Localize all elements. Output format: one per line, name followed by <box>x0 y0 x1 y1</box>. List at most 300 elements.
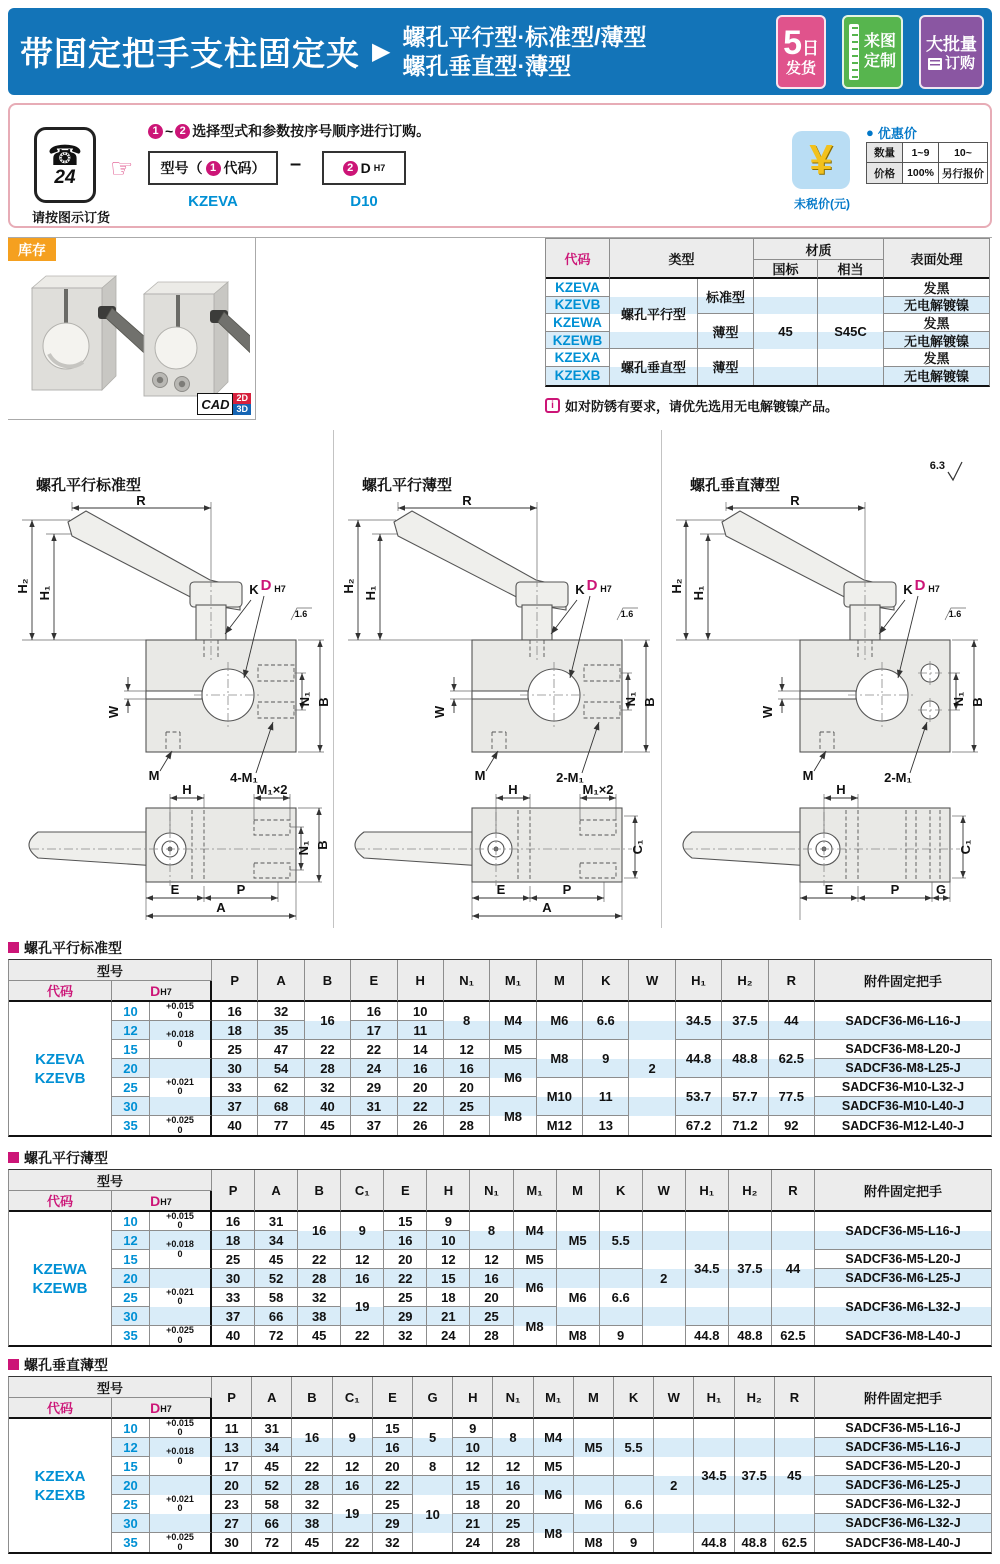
spec-cell: 22 <box>341 1326 384 1345</box>
spec-cell: 29 <box>373 1514 413 1533</box>
attach-handle-code: SADCF36-M12-L40-J <box>841 1118 965 1133</box>
d-value[interactable]: 25 <box>112 1078 150 1097</box>
spec-cell: 16 <box>384 1231 427 1250</box>
spec-cell: 6.6 <box>614 1476 654 1533</box>
col-header-H: H <box>453 1377 493 1419</box>
d-value[interactable]: 20 <box>112 1059 150 1078</box>
code-link[interactable]: KZEXB <box>546 367 610 385</box>
rust-note <box>545 396 838 415</box>
spec-cell: 18 <box>212 1021 258 1040</box>
svg-text:H₂: H₂ <box>341 578 356 594</box>
spec-cell: 62.5 <box>775 1533 815 1552</box>
svg-text:K: K <box>903 582 913 597</box>
section-square-icon <box>8 942 19 953</box>
price-qty-header: 数量 <box>867 143 903 163</box>
spec-cell: 44.8 <box>694 1533 734 1552</box>
svg-text:1.6: 1.6 <box>620 609 634 619</box>
attach-handle-code: SADCF36-M8-L20-J <box>815 1040 991 1059</box>
badge-ship-number: 5 <box>783 23 802 62</box>
spec-cell: 72 <box>255 1326 298 1345</box>
svg-text:P: P <box>236 882 246 897</box>
spec-cell: 2 <box>643 1212 686 1345</box>
svg-text:A: A <box>542 900 552 915</box>
spec-cell: 25 <box>384 1288 427 1307</box>
step-1-badge: 1 <box>148 124 163 139</box>
d-label: D <box>150 982 161 999</box>
svg-text:H: H <box>508 782 518 797</box>
spec-cell: M6 <box>534 1476 574 1514</box>
d-value[interactable]: 10 <box>112 1002 150 1021</box>
svg-text:H₁: H₁ <box>363 585 378 601</box>
spec-cell: 18 <box>212 1231 255 1250</box>
svg-text:A: A <box>216 900 226 915</box>
code-link[interactable]: KZEWA <box>546 314 610 332</box>
col-header-K: K <box>583 960 629 1002</box>
svg-text:E: E <box>824 882 834 897</box>
spec-cell: 44 <box>772 1212 815 1326</box>
spec-cell: 30 <box>212 1269 255 1288</box>
spec-cell: M12 <box>537 1116 583 1135</box>
spec-cell: 31 <box>351 1097 397 1116</box>
col-header-d <box>112 1398 212 1419</box>
spec-cell: 16 <box>373 1438 413 1457</box>
section-title-text: 螺孔平行标准型 <box>24 939 122 956</box>
spec-cell: 48.8 <box>722 1040 768 1078</box>
surface-cell: 无电解镀镍 <box>884 332 989 350</box>
spec-cell: 68 <box>258 1097 304 1116</box>
d-value[interactable]: 10 <box>112 1212 150 1231</box>
spec-table <box>8 1376 992 1554</box>
d-value[interactable]: 15 <box>112 1457 150 1476</box>
col-header-E: E <box>351 960 397 1002</box>
spec-cell: 6.6 <box>600 1269 643 1326</box>
spec-cell: 37 <box>212 1097 258 1116</box>
svg-text:H₂: H₂ <box>669 578 684 594</box>
d-value[interactable]: 15 <box>112 1040 150 1059</box>
spec-cell: 12 <box>444 1040 490 1059</box>
spec-cell: 22 <box>298 1250 341 1269</box>
spec-cell: 23 <box>212 1495 252 1514</box>
spec-cell: 25 <box>212 1040 258 1059</box>
spec-cell: 9 <box>600 1326 643 1345</box>
spec-cell: 34.5 <box>686 1212 729 1326</box>
spec-cell: 40 <box>212 1326 255 1345</box>
section-square-icon <box>8 1152 19 1163</box>
example-model-code[interactable]: KZEVA <box>188 193 238 210</box>
subtitle-line2: 螺孔垂直型·薄型 <box>402 52 572 79</box>
model-code-box: 型号（ 1 代码） <box>148 151 278 185</box>
spec-cell: 27 <box>212 1514 252 1533</box>
spec-cell: 38 <box>292 1514 332 1533</box>
pointing-finger-icon: ☞ <box>110 153 134 183</box>
code-links[interactable] <box>9 1002 112 1135</box>
spec-cell: 25 <box>212 1250 255 1269</box>
tolerance-cell: +0.015 0 <box>150 1002 212 1021</box>
svg-text:M₁×2: M₁×2 <box>582 782 614 797</box>
spec-cell: 54 <box>258 1059 304 1078</box>
example-d-code[interactable]: D10 <box>350 193 378 210</box>
svg-text:2-M₁: 2-M₁ <box>556 770 584 785</box>
spec-cell: 45 <box>255 1250 298 1269</box>
spec-cell: M5 <box>534 1457 574 1476</box>
spec-cell: 67.2 <box>676 1116 722 1135</box>
col-header-M₁: M₁ <box>534 1377 574 1419</box>
dimension-drawing <box>334 494 664 922</box>
spec-cell: 28 <box>470 1326 513 1345</box>
document-icon <box>928 58 942 70</box>
d-tolerance-class: H7 <box>160 1197 172 1207</box>
col-header-R: R <box>775 1377 815 1419</box>
spec-cell: 45 <box>775 1419 815 1533</box>
price-table <box>866 142 988 184</box>
spec-cell: M8 <box>574 1533 614 1552</box>
product-photo <box>12 266 250 412</box>
col-header-surface: 表面处理 <box>884 239 989 279</box>
d-tolerance-class: H7 <box>160 1404 172 1414</box>
col-header-M: M <box>557 1170 600 1212</box>
d-value[interactable]: 30 <box>112 1514 150 1533</box>
svg-text:D: D <box>260 577 272 594</box>
d-value[interactable]: 12 <box>112 1231 150 1250</box>
d-value[interactable]: 30 <box>112 1307 150 1326</box>
spec-cell: 26 <box>398 1116 444 1135</box>
step-2-badge: 2 <box>343 161 358 176</box>
col-header-C₁: C₁ <box>341 1170 384 1212</box>
spec-cell: 29 <box>384 1307 427 1326</box>
spec-cell: M8 <box>514 1307 557 1345</box>
section-title <box>8 1355 992 1374</box>
spec-cell: 9 <box>333 1419 373 1457</box>
surface-cell: 无电解镀镍 <box>903 369 969 385</box>
d-label: D <box>150 1399 161 1416</box>
spec-cell: 8 <box>413 1457 453 1476</box>
svg-text:H7: H7 <box>274 584 286 594</box>
spec-cell: 34 <box>252 1438 292 1457</box>
spec-cell: 48.8 <box>729 1326 772 1345</box>
col-header-M₁: M₁ <box>490 960 536 1002</box>
bullet-icon: ● <box>866 125 874 140</box>
svg-text:N₁: N₁ <box>296 840 311 856</box>
spec-cell: 31 <box>255 1212 298 1231</box>
svg-text:B: B <box>642 697 657 707</box>
badge-5day-shipping <box>776 15 826 89</box>
spec-cell: 48.8 <box>735 1533 775 1552</box>
d-value[interactable]: 12 <box>112 1021 150 1040</box>
spec-cell: 44.8 <box>676 1040 722 1078</box>
col-header-K: K <box>600 1170 643 1212</box>
spec-cell: 72 <box>252 1533 292 1552</box>
col-header-K: K <box>614 1377 654 1419</box>
price-qty-1: 1~9 <box>903 143 939 163</box>
col-header-d <box>112 1191 212 1212</box>
spec-cell: M8 <box>490 1097 536 1135</box>
spec-cell: 28 <box>493 1533 533 1552</box>
d-value[interactable]: 35 <box>112 1116 150 1135</box>
d-value[interactable]: 35 <box>112 1533 150 1552</box>
equiv-cell: S45C <box>818 279 884 385</box>
spec-cell: 2 <box>654 1419 694 1552</box>
spec-cell: 34 <box>255 1231 298 1250</box>
surface-cell: 发黑 <box>884 279 989 297</box>
col-header-attach: 附件固定把手 <box>815 960 991 1002</box>
surface-roughness-mark <box>930 460 966 484</box>
col-header-M₁: M₁ <box>514 1170 557 1212</box>
code-link[interactable]: KZEVA <box>546 279 610 297</box>
spec-cell: 45 <box>292 1533 332 1552</box>
attach-handle-code: SADCF36-M8-L40-J <box>845 1535 961 1550</box>
spec-cell: 20 <box>398 1078 444 1097</box>
col-header-N₁: N₁ <box>470 1170 513 1212</box>
spec-cell: 58 <box>255 1288 298 1307</box>
col-header-R: R <box>772 1170 815 1212</box>
svg-text:M: M <box>148 768 160 783</box>
spec-cell: 16 <box>212 1002 258 1021</box>
spec-cell: 28 <box>444 1116 490 1135</box>
code-link[interactable]: KZEWB <box>32 1279 88 1297</box>
price-value-2: 另行报价 <box>942 167 984 180</box>
spec-cell: M4 <box>514 1212 557 1250</box>
spec-cell: 28 <box>298 1269 341 1288</box>
col-header-H₁: H₁ <box>694 1377 734 1419</box>
col-header-N₁: N₁ <box>493 1377 533 1419</box>
spec-cell: 32 <box>258 1002 304 1021</box>
badge-bulk-order <box>919 15 984 89</box>
svg-text:H₁: H₁ <box>691 585 706 601</box>
spec-cell: 10 <box>413 1476 453 1552</box>
yen-price-icon: ¥ <box>792 131 850 189</box>
d-value[interactable]: 20 <box>112 1269 150 1288</box>
spec-cell: M6 <box>574 1476 614 1533</box>
ruler-icon <box>849 24 859 80</box>
order-instruction: 1 ~ 2 选择型式和参数按序号顺序进行订购。 <box>148 121 430 141</box>
spec-cell: 62.5 <box>769 1040 815 1078</box>
d-value[interactable]: 15 <box>112 1250 150 1269</box>
step-2-badge: 2 <box>175 124 190 139</box>
spec-cell: M10 <box>537 1078 583 1116</box>
spec-section <box>8 1355 992 1554</box>
cad-2d-label: 2D <box>233 393 251 404</box>
svg-text:B: B <box>316 697 331 707</box>
tolerance-cell: +0.025 0 <box>150 1533 212 1552</box>
spec-cell: 37.5 <box>729 1212 772 1326</box>
tolerance-cell: +0.025 0 <box>150 1116 212 1135</box>
spec-cell: 17 <box>351 1021 397 1040</box>
gb-cell: 45 <box>754 279 818 385</box>
subtype-cell: 标准型 <box>698 279 754 314</box>
svg-text:D: D <box>914 577 926 594</box>
attach-handle-code: SADCF36-M5-L16-J <box>815 1438 991 1457</box>
d-value[interactable]: 25 <box>112 1288 150 1307</box>
attach-handle-code: SADCF36-M5-L20-J <box>815 1250 991 1269</box>
spec-cell: 57.7 <box>722 1078 768 1116</box>
attach-handle-code: SADCF36-M10-L32-J <box>815 1078 991 1097</box>
code-link[interactable]: KZEXA <box>34 1467 86 1485</box>
spec-cell: 22 <box>333 1533 373 1552</box>
d-value[interactable]: 12 <box>112 1438 150 1457</box>
code-links[interactable] <box>9 1419 112 1552</box>
svg-text:H7: H7 <box>600 584 612 594</box>
step-1-badge: 1 <box>206 161 221 176</box>
stock-badge: 库存 <box>8 238 56 261</box>
col-header-attach: 附件固定把手 <box>815 1377 991 1419</box>
cad-badge[interactable] <box>197 393 251 415</box>
spec-cell: M8 <box>534 1514 574 1552</box>
spec-cell: 45 <box>305 1116 351 1135</box>
col-header-attach: 附件固定把手 <box>815 1170 991 1212</box>
tolerance-cell: +0.021 0 <box>150 1269 212 1326</box>
spec-cell: 22 <box>305 1040 351 1059</box>
col-header-W: W <box>654 1377 694 1419</box>
spec-cell: M6 <box>537 1002 583 1040</box>
spec-cell: 34.5 <box>676 1002 722 1040</box>
section-title <box>8 1148 992 1167</box>
col-header-M: M <box>537 960 583 1002</box>
code-link[interactable]: KZEVB <box>546 297 610 315</box>
spec-cell: M5 <box>514 1250 557 1269</box>
spec-cell: 22 <box>398 1097 444 1116</box>
col-header-G: G <box>413 1377 453 1419</box>
d-value[interactable]: 10 <box>112 1419 150 1438</box>
svg-text:C₁: C₁ <box>630 839 645 855</box>
col-header-type: 类型 <box>610 239 754 279</box>
attach-handle-code: SADCF36-M6-L25-J <box>815 1269 991 1288</box>
col-header-W: W <box>629 960 675 1002</box>
col-header-C₁: C₁ <box>333 1377 373 1419</box>
spec-cell: 66 <box>252 1514 292 1533</box>
spec-cell: 16 <box>351 1002 397 1021</box>
spec-cell: 16 <box>444 1059 490 1078</box>
col-header-model: 型号 <box>9 1170 212 1191</box>
spec-cell: 19 <box>341 1288 384 1326</box>
d-value[interactable]: 35 <box>112 1326 150 1345</box>
type-cell: 螺孔平行型 <box>610 279 698 349</box>
col-header-P: P <box>212 960 258 1002</box>
spec-cell: 25 <box>493 1514 533 1533</box>
phone-24-label: 24 <box>54 167 76 188</box>
spec-cell: 32 <box>373 1533 413 1552</box>
arrow-right-icon: ▶ <box>372 37 391 65</box>
spec-cell: 16 <box>305 1002 351 1040</box>
drawing-title: 螺孔垂直薄型 <box>690 477 781 494</box>
spec-cell: 16 <box>398 1059 444 1078</box>
spec-cell: 16 <box>493 1476 533 1495</box>
d-value[interactable]: 30 <box>112 1097 150 1116</box>
col-header-H: H <box>398 960 444 1002</box>
code-links[interactable] <box>9 1212 112 1345</box>
spec-cell: 22 <box>384 1269 427 1288</box>
spec-cell: 8 <box>444 1002 490 1040</box>
spec-cell: 12 <box>493 1457 533 1476</box>
cad-3d-label: 3D <box>233 404 251 415</box>
col-header-P: P <box>212 1377 252 1419</box>
code-link[interactable]: KZEXA <box>546 349 610 367</box>
spec-cell: 30 <box>212 1533 252 1552</box>
svg-text:C₁: C₁ <box>958 839 973 855</box>
d-value[interactable]: 25 <box>112 1495 150 1514</box>
spec-cell: 9 <box>341 1212 384 1250</box>
price-price-header: 价格 <box>867 163 903 183</box>
attach-handle-code: SADCF36-M8-L40-J <box>845 1328 961 1343</box>
subtitle-line1: 螺孔平行型·标准型/薄型 <box>402 23 647 50</box>
svg-text:R: R <box>462 494 472 508</box>
spec-cell: 32 <box>292 1495 332 1514</box>
spec-cell: 18 <box>453 1495 493 1514</box>
d-value[interactable]: 20 <box>112 1476 150 1495</box>
spec-cell: 38 <box>298 1307 341 1326</box>
spec-cell: 24 <box>351 1059 397 1078</box>
spec-cell: 9 <box>427 1212 470 1231</box>
col-header-code: 代码 <box>546 239 610 279</box>
code-link[interactable]: KZEVB <box>34 1069 86 1087</box>
spec-cell: 33 <box>212 1288 255 1307</box>
col-header-E: E <box>373 1377 413 1419</box>
svg-text:2-M₁: 2-M₁ <box>884 770 912 785</box>
spec-cell: 8 <box>470 1212 513 1250</box>
spec-cell: 10 <box>427 1231 470 1250</box>
code-link[interactable]: KZEWA <box>32 1260 88 1278</box>
spec-cell: 37.5 <box>722 1002 768 1040</box>
spec-cell: 44 <box>769 1002 815 1040</box>
col-header-R: R <box>769 960 815 1002</box>
section-title-text: 螺孔平行薄型 <box>24 1149 108 1166</box>
spec-cell: 13 <box>583 1116 629 1135</box>
svg-text:1.6: 1.6 <box>294 609 308 619</box>
col-header-model: 型号 <box>9 1377 212 1398</box>
spec-cell: 16 <box>212 1212 255 1231</box>
attach-handle-code: SADCF36-M6-L16-J <box>815 1002 991 1040</box>
col-header-d <box>112 981 212 1002</box>
code-link[interactable]: KZEVA <box>35 1050 85 1068</box>
spec-cell: 13 <box>212 1438 252 1457</box>
spec-cell: 20 <box>373 1457 413 1476</box>
tolerance-cell: +0.025 0 <box>150 1326 212 1345</box>
spec-cell: 20 <box>212 1476 252 1495</box>
code-link[interactable]: KZEXB <box>34 1486 86 1504</box>
spec-cell: M5 <box>490 1040 536 1059</box>
spec-cell: 37 <box>212 1307 255 1326</box>
spec-cell: 45 <box>252 1457 292 1476</box>
spec-cell: 32 <box>384 1326 427 1345</box>
spec-cell: 24 <box>453 1533 493 1552</box>
badge-custom-line1: 来图 <box>863 32 896 50</box>
spec-cell: 28 <box>292 1476 332 1495</box>
spec-cell: 35 <box>258 1021 304 1040</box>
page-title: 带固定把手支柱固定夹 <box>20 35 360 72</box>
spec-cell: 20 <box>444 1078 490 1097</box>
badge-ship-line2: 发货 <box>786 59 817 77</box>
svg-text:K: K <box>249 582 259 597</box>
dimension-drawing <box>662 494 992 922</box>
phone-24-icon <box>34 127 96 203</box>
spec-cell: 12 <box>470 1250 513 1269</box>
surface-cell: 无电解镀镍 <box>884 297 989 315</box>
svg-text:G: G <box>935 882 947 897</box>
badge-bulk-line1: 大批量 <box>926 35 977 54</box>
section-title <box>8 938 992 957</box>
spec-cell: 77.5 <box>769 1078 815 1116</box>
svg-text:H: H <box>182 782 192 797</box>
spec-cell: 22 <box>373 1476 413 1495</box>
code-link[interactable]: KZEWB <box>546 332 610 350</box>
spec-cell: 20 <box>470 1288 513 1307</box>
col-header-P: P <box>212 1170 255 1212</box>
spec-cell: 25 <box>373 1495 413 1514</box>
svg-text:P: P <box>890 882 900 897</box>
tolerance-cell: +0.015 0 <box>150 1212 212 1231</box>
spec-cell: 62.5 <box>772 1326 815 1345</box>
spec-cell: 9 <box>614 1533 654 1552</box>
type-cell: 螺孔垂直型 <box>610 349 698 384</box>
